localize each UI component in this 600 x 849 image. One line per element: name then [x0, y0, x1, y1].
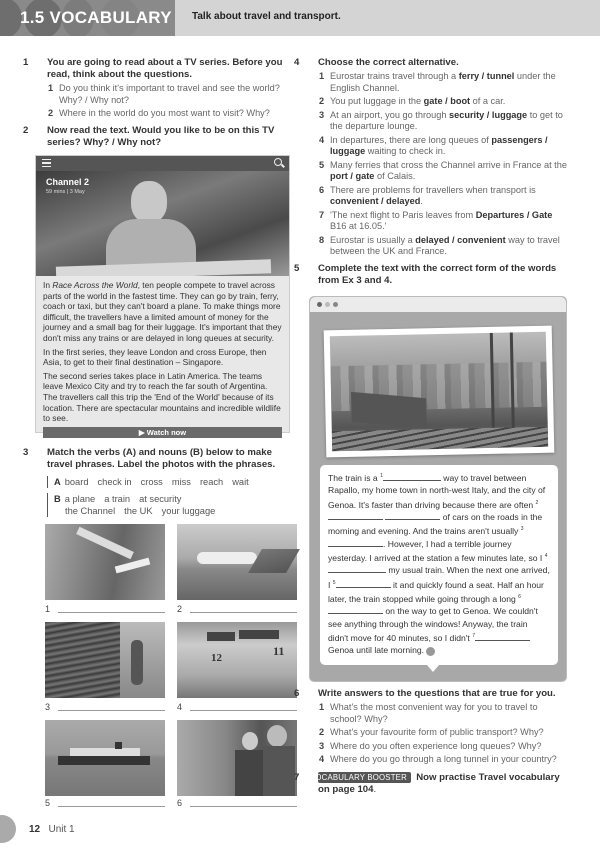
photo-1 — [45, 524, 165, 600]
page-number: 12 — [29, 824, 41, 835]
episode-meta: 59 mins | 3 May — [46, 189, 85, 195]
page-reference-link[interactable]: 104 — [357, 783, 374, 795]
question: What's your favourite form of public transport? Why? — [330, 727, 544, 737]
browser-frame — [309, 296, 567, 682]
alternative-choice[interactable]: security / luggage — [449, 109, 528, 120]
search-icon[interactable] — [274, 158, 282, 166]
answer-line-1[interactable] — [58, 612, 165, 613]
photo-4: 12 11 — [177, 622, 297, 698]
exercise-6-instruction: Write answers to the questions that are true for you. — [318, 688, 556, 699]
article-text: In Race Across the World, ten people compete to travel across parts of the world in the fastest time. They can go by train, ferry, coach or taxi, but they can't board a plane. To make things more difficult, the travellers have a limited amount of money for the journey and a small bag for their luggage. It's important that they don't miss any trains or are delayed in long queues at security. In the first series, they leave London and cross Europe, then Asia, to get to their final destination – Singapore. The second series takes place in Latin America. The teams leave Mexico City and try to reach the far south of Argentina. The travellers call this trip the 'End of the World' because of its location. There are spectacular mountains and incredible wildlife to see. — [43, 280, 282, 424]
bubble-tail — [427, 665, 439, 672]
alternative-choice[interactable]: ferry / tunnel — [458, 71, 515, 81]
choice-item: 8 Eurostar is usually a delayed / convenient way to travel between the UK and France. — [319, 234, 560, 256]
gap-4-input[interactable] — [328, 564, 386, 573]
photo-6 — [177, 720, 297, 796]
app-bar — [36, 156, 289, 171]
exercise-3-instruction: Match the verbs (A) and nouns (B) below to make travel phrases. Label the photos with the phrases. — [47, 447, 276, 470]
choice-item: 3 At an airport, you go through security / luggage to get to the departure lounge. — [319, 109, 563, 131]
photo-label-1: 1 — [45, 604, 51, 614]
photo-2 — [177, 524, 297, 600]
sad-face-icon — [426, 647, 435, 656]
unit-label: Unit 1 — [48, 824, 75, 835]
choice-item: 6 There are problems for travellers when transport is convenient / delayed. — [319, 184, 536, 206]
browser-toolbar — [310, 297, 566, 312]
photo-label-6: 6 — [177, 798, 183, 808]
exercise-6: 6 Write answers to the questions that are true for you. 1 What's the most convenient way for you to travel to school? Why? 2 What's your favourite form of public transport? Why? 3 Where do you often experience long queues? Why? 4 Where do you go through a long tunnel in your country? 7 VOCABULARY BOOSTER Now practise Travel vocabulary on page 104. — [306, 688, 571, 796]
answer-line-3[interactable] — [58, 710, 165, 711]
hamburger-menu-icon[interactable] — [42, 159, 51, 167]
page-footer — [29, 824, 75, 835]
choice-item: 2 You put luggage in the gate / boot of a car. — [319, 96, 506, 106]
answer-line-4[interactable] — [190, 710, 297, 711]
alternative-choice[interactable]: passengers / luggage — [330, 134, 548, 156]
photo-label-2: 2 — [177, 604, 183, 614]
photo-3 — [45, 622, 165, 698]
photo-label-5: 5 — [45, 798, 51, 808]
exercise-7: 7 VOCABULARY BOOSTER Now practise Travel vocabulary on page 104. — [294, 771, 560, 795]
question: Do you think it's important to travel and see the world? Why? / Why not? — [59, 83, 280, 105]
choice-item: 5 Many ferries that cross the Channel arrive in France at the port / gate of Calais. — [319, 159, 567, 181]
section-banner — [0, 0, 175, 36]
photo-label-4: 4 — [177, 702, 183, 712]
alternative-choice[interactable]: port / gate — [330, 171, 375, 181]
nouns-box: B a plane a train at security the Channel the UK your luggage — [47, 493, 295, 517]
answer-line-6[interactable] — [190, 806, 297, 807]
tv-series-card — [35, 155, 290, 437]
window-dot-icon — [317, 302, 322, 307]
exercise-2-instruction: Now read the text. Would you like to be on this TV series? Why? / Why not? — [47, 124, 275, 148]
question: Where do you often experience long queues? Why? — [330, 740, 542, 751]
question: Where do you go through a long tunnel in your country? — [330, 754, 557, 764]
choice-item: 4 In departures, there are long queues of passengers / luggage waiting to check in. — [319, 134, 548, 156]
alternative-choice[interactable]: Departures / Gate — [475, 209, 553, 220]
answer-line-5[interactable] — [58, 806, 165, 807]
alternative-choice[interactable]: convenient / delayed — [330, 196, 421, 206]
window-dot-icon — [333, 302, 338, 307]
gap-1-input[interactable] — [383, 472, 441, 481]
traveller-photo — [36, 171, 289, 276]
alternative-choice[interactable]: gate / boot — [423, 96, 471, 106]
question: Where in the world do you most want to visit? Why? — [59, 108, 270, 118]
section-title: 1.5 VOCABULARY — [20, 8, 172, 27]
photo-label-3: 3 — [45, 702, 51, 712]
exercise-2: 2 Now read the text. Would you like to be on this TV series? Why? / Why not? — [23, 124, 275, 148]
gap-2b-input[interactable] — [385, 511, 440, 520]
photo-5 — [45, 720, 165, 796]
exercise-4-instruction: Choose the correct alternative. — [318, 57, 459, 68]
watch-now-button[interactable]: ▶ Watch now — [43, 427, 282, 438]
answer-line-2[interactable] — [190, 612, 297, 613]
footer-decoration — [0, 815, 16, 843]
gap-5-input[interactable] — [336, 579, 391, 588]
gap-3-input[interactable] — [328, 538, 383, 547]
exercise-4: 4 Choose the correct alternative. 1 Eurostar trains travel through a ferry / tunnel under the English Channel. 2 You put luggage in the gate / boot of a car. 3 At an airport, you go through security / luggage to get to the departure lounge. 4 In departures, there are long queues of passengers / luggage waiting to check in. 5 Many ferries that cross the Channel arrive in France at the port / gate of Calais. 6 There are problems for travellers when transport is convenient / delayed. 7 'The next flight to Paris leaves from Departures / Gate B16 at 16.05.' 8 Eurostar is usually a delayed / convenient way to travel between the UK and France. 5 Complete the text with the correct form of the words from Ex 3 and 4. — [306, 57, 571, 287]
choice-item: 1 Eurostar trains travel through a ferry / tunnel under the English Channel. — [319, 71, 556, 93]
vocabulary-booster-badge: VOCABULARY BOOSTER — [318, 772, 411, 783]
channel-name: Channel 2 — [46, 177, 90, 187]
exercise-1: 1 You are going to read about a TV series. Before you read, think about the questions. 1 Do you think it's important to travel and see the world? Why? / Why not? 2 Where in the world do you most want to visit? Why? 2 Now read the text. Would you like to be on this TV series? Why? / Why not? — [35, 57, 290, 149]
exercise-5: 5 Complete the text with the correct form of the words from Ex 3 and 4. — [294, 262, 557, 286]
section-subtitle: Talk about travel and transport. — [192, 11, 341, 22]
gap-6-input[interactable] — [328, 605, 383, 614]
question: What's the most convenient way for you to travel to school? Why? — [330, 702, 538, 724]
choice-item: 7 'The next flight to Paris leaves from Departures / Gate B16 at 16.05.' — [319, 209, 553, 231]
window-dot-icon — [325, 302, 330, 307]
alternative-choice[interactable]: delayed / convenient — [415, 234, 506, 245]
gap-2a-input[interactable] — [328, 511, 383, 520]
verbs-box: A board check in cross miss reach wait — [47, 476, 295, 488]
page-header — [0, 0, 600, 36]
train-photo — [324, 326, 555, 458]
exercise-1-instruction: You are going to read about a TV series. Before you read, think about the questions. — [47, 57, 283, 80]
exercise-3: 3 Match the verbs (A) and nouns (B) below to make travel phrases. Label the photos with the phrases. A board check in cross miss reach wait B a plane a train at security the Channel the UK your luggage — [35, 447, 295, 517]
story-text-bubble: The train is a $^1$ way to travel between Rapallo, my home town in north-west Italy, and the city of Genoa. It's faster than driving because there are often $^2$ of cars on the roads in the morning and evening. And the trains aren't usually $^3$. However, I had a terrible journey yesterday. I arrived at the station a few minutes late, so I $^4$ my usual train. When the next one arrived, I $^5$ it and quickly found a seat. Half an hour later, the train stopped while going through a long $^6$ on the way to get to Genoa. We couldn't see anything through the windows! Anyway, the train didn't move for 40 minutes, so I didn't $^7$ Genoa until late morning. — [320, 465, 558, 665]
gap-7-input[interactable] — [475, 632, 530, 641]
exercise-5-instruction: Complete the text with the correct form of the words from Ex 3 and 4. — [318, 262, 557, 286]
